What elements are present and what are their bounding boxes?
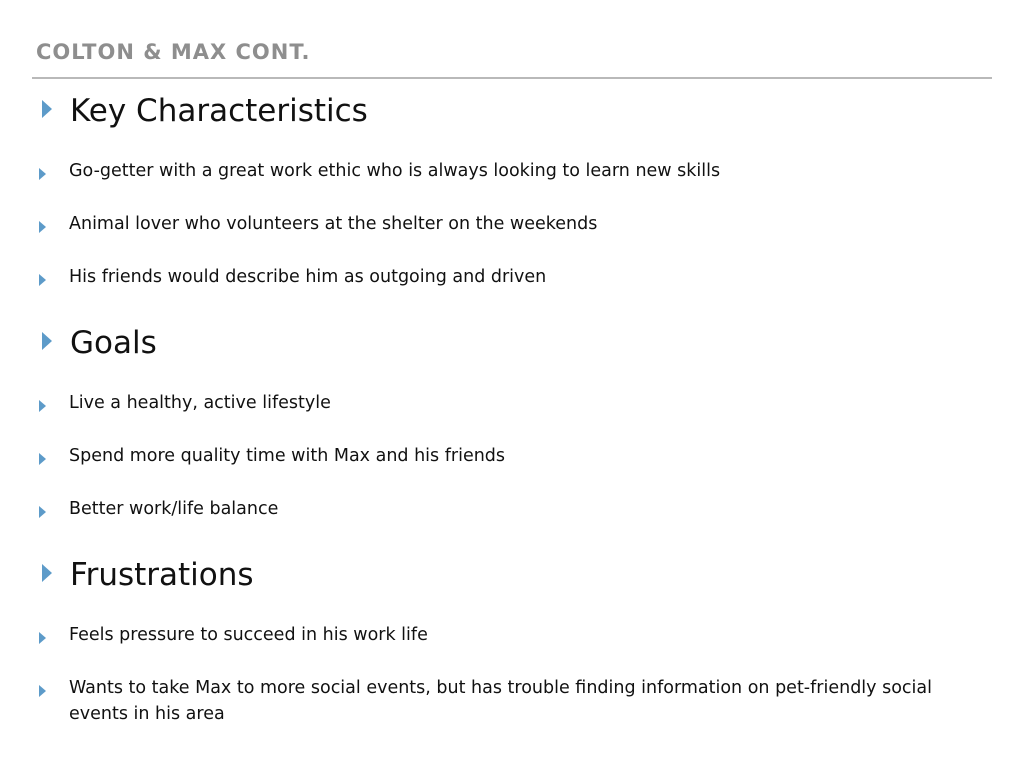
triangle-right-icon bbox=[39, 168, 46, 180]
section-heading-key-characteristics bbox=[42, 94, 368, 128]
triangle-right-icon bbox=[39, 221, 46, 233]
triangle-right-icon bbox=[39, 274, 46, 286]
triangle-right-icon bbox=[39, 685, 46, 697]
list-item bbox=[39, 395, 959, 416]
list-item-text: Better work/life balance bbox=[69, 499, 279, 519]
list-item bbox=[39, 680, 959, 727]
list-item-text: Feels pressure to succeed in his work life bbox=[69, 625, 428, 645]
triangle-right-icon bbox=[39, 400, 46, 412]
triangle-right-icon bbox=[39, 453, 46, 465]
triangle-right-icon bbox=[39, 506, 46, 518]
list-item bbox=[39, 448, 959, 469]
triangle-right-icon bbox=[42, 332, 52, 350]
list-item-text: Spend more quality time with Max and his friends bbox=[69, 446, 506, 466]
list-item bbox=[39, 501, 959, 522]
list-item-text: Live a healthy, active lifestyle bbox=[69, 393, 331, 413]
slide-title: COLTON & MAX CONT. bbox=[36, 40, 311, 64]
section-heading-text: Frustrations bbox=[70, 557, 254, 593]
list-item-text: Wants to take Max to more social events, but has trouble finding information on pet-friendly social events in his area bbox=[69, 678, 932, 724]
list-item-text: Go-getter with a great work ethic who is always looking to learn new skills bbox=[69, 161, 721, 181]
list-item bbox=[39, 216, 959, 237]
triangle-right-icon bbox=[39, 632, 46, 644]
list-item-text: Animal lover who volunteers at the shelter on the weekends bbox=[69, 214, 598, 234]
section-heading-text: Key Characteristics bbox=[70, 93, 368, 129]
section-heading-goals bbox=[42, 326, 157, 360]
list-item bbox=[39, 163, 959, 184]
list-item-text: His friends would describe him as outgoing and driven bbox=[69, 267, 547, 287]
list-item bbox=[39, 627, 959, 648]
section-heading-text: Goals bbox=[70, 325, 157, 361]
title-divider bbox=[32, 77, 992, 79]
section-heading-frustrations bbox=[42, 558, 254, 592]
list-item bbox=[39, 269, 959, 290]
triangle-right-icon bbox=[42, 100, 52, 118]
triangle-right-icon bbox=[42, 564, 52, 582]
